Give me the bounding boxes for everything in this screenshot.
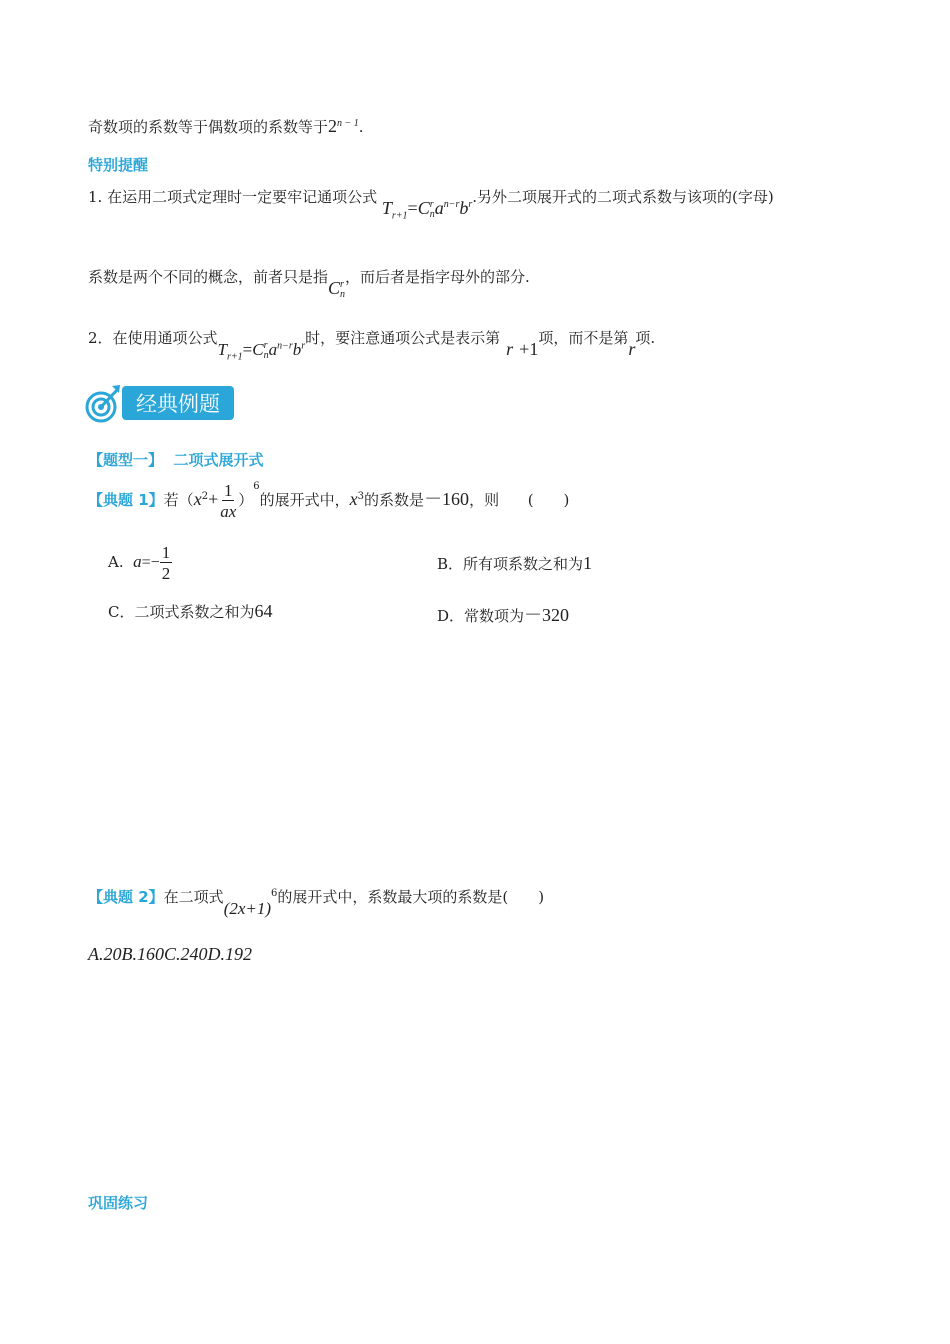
period: .	[358, 118, 364, 136]
example-1-answer-paren: ( )	[527, 491, 570, 509]
note-2-end: 项.	[635, 329, 656, 347]
option-d-value: －320	[524, 605, 570, 625]
binomial-coefficient	[328, 278, 345, 298]
example-1-end: ，则	[469, 491, 500, 509]
note-1-line-2	[88, 266, 530, 300]
note-2-prefix: 2．在使用通项公式	[88, 329, 218, 347]
note-2-r2: r	[628, 339, 636, 359]
formula-b: b	[459, 198, 469, 218]
example-1-power: 6	[253, 481, 260, 492]
example-2-stem	[88, 886, 545, 918]
option-a-fraction	[160, 544, 173, 582]
formula2-a-sup: n−r	[277, 340, 293, 352]
example-1-option-b[interactable]	[437, 553, 592, 574]
example-1-x: x	[193, 489, 202, 509]
example-1-stem	[88, 482, 569, 520]
option-a-label: A.	[108, 553, 124, 571]
option-c-value: 64	[254, 601, 273, 621]
note-2-mid2: 项，而不是第	[538, 329, 629, 347]
type-1-heading	[88, 449, 263, 470]
formula-eq: =	[407, 198, 418, 218]
option-a-num: 1	[161, 543, 171, 562]
example-2-expression: (2x+1)	[223, 899, 272, 918]
option-a-den: 2	[161, 564, 171, 583]
formula2-C-sup: r	[263, 340, 268, 352]
example-1-x3: x	[349, 489, 358, 509]
top-line-text: 奇数项的系数等于偶数项的系数等于	[88, 118, 329, 136]
option-b-label: B．所有项系数之和为	[437, 555, 584, 573]
option-b-value: 1	[583, 553, 593, 573]
general-term-formula	[381, 198, 473, 222]
type-1-title: 二项式展开式	[173, 451, 264, 469]
example-1-frac-den: ax	[220, 502, 237, 521]
example-1-x-sup: 2	[201, 491, 209, 502]
binomial-C: C	[328, 278, 341, 298]
note-1-line-1	[88, 186, 774, 222]
example-2-suffix: 的展开式中，系数最大项的系数是( )	[277, 888, 545, 906]
formula-a-sup: n−r	[443, 199, 460, 210]
note-2-plus-one: +1	[519, 339, 539, 359]
example-2-power: 6	[271, 888, 278, 899]
example-1-prefix: 若（	[163, 491, 194, 509]
formula2-T-sub: r+1	[227, 351, 243, 363]
note-1-prefix: 1. 在运用二项式定理时一定要牢记通项公式	[88, 188, 378, 206]
option-d-label: D．常数项为	[437, 607, 525, 625]
note-2-mid: 时，要注意通项公式是表示第	[305, 329, 501, 347]
example-2-options: A.20B.160C.240D.192	[88, 944, 252, 964]
formula2-a: a	[268, 340, 278, 359]
special-notice-heading: 特别提醒	[88, 156, 149, 174]
example-1-close: ）	[238, 491, 254, 509]
formula2-b: b	[292, 340, 302, 359]
example-1-fraction	[218, 482, 238, 520]
formula-C-sup: r	[429, 198, 434, 210]
example-1-mid2: 的系数是	[364, 491, 425, 509]
formula2-eq: =	[242, 340, 253, 359]
note-1-suffix: .另外二项展开式的二项式系数与该项的(字母)	[472, 188, 774, 206]
note-2-line	[88, 327, 656, 363]
top-line	[88, 116, 364, 137]
example-1-option-d[interactable]	[437, 601, 569, 627]
power-exponent: n − 1	[337, 118, 359, 129]
practice-heading: 巩固练习	[88, 1194, 149, 1212]
example-1-x3-sup: 3	[357, 491, 365, 502]
classic-examples-banner: 经典例题	[122, 386, 234, 420]
power-base: 2	[328, 116, 338, 136]
target-arrow-icon	[84, 382, 124, 426]
example-2-label: 【典题 2】	[88, 888, 164, 906]
example-1-mid: 的展开式中，	[259, 491, 350, 509]
formula-C-sub: n	[429, 208, 435, 220]
option-a-eq: =−	[141, 554, 160, 571]
option-a-var: a	[133, 552, 142, 571]
formula2-b-sup: r	[301, 340, 306, 352]
example-1-plus: +	[208, 489, 219, 509]
option-c-label: C．二项式系数之和为	[108, 603, 255, 621]
formula-T-sub: r+1	[391, 210, 408, 222]
binomial-C-scripts	[340, 280, 345, 300]
example-1-label: 【典题 1】	[88, 491, 164, 509]
note-1-line-2-prefix: 系数是两个不同的概念，前者只是指	[88, 268, 329, 286]
formula2-C: C	[252, 340, 264, 359]
formula-b-sup: r	[468, 199, 473, 210]
binomial-C-sub: n	[340, 288, 346, 300]
formula2-C-sub: n	[263, 350, 269, 362]
example-2-prefix: 在二项式	[163, 888, 224, 906]
example-1-option-a[interactable]	[108, 544, 172, 582]
example-1-frac-num: 1	[223, 481, 233, 500]
formula-a: a	[434, 198, 444, 218]
example-1-option-c[interactable]	[108, 601, 272, 622]
binomial-C-sup: r	[340, 278, 344, 290]
example-1-value: －160	[424, 489, 470, 509]
formula-T: T	[381, 198, 392, 218]
formula-C: C	[417, 198, 430, 218]
type-1-bracket: 【题型一】	[88, 451, 164, 469]
general-term-formula-2	[217, 340, 306, 363]
note-1-line-2-suffix: ，而后者是指字母外的部分.	[345, 268, 530, 286]
formula2-T: T	[217, 340, 228, 359]
note-2-r1: r	[506, 339, 514, 359]
